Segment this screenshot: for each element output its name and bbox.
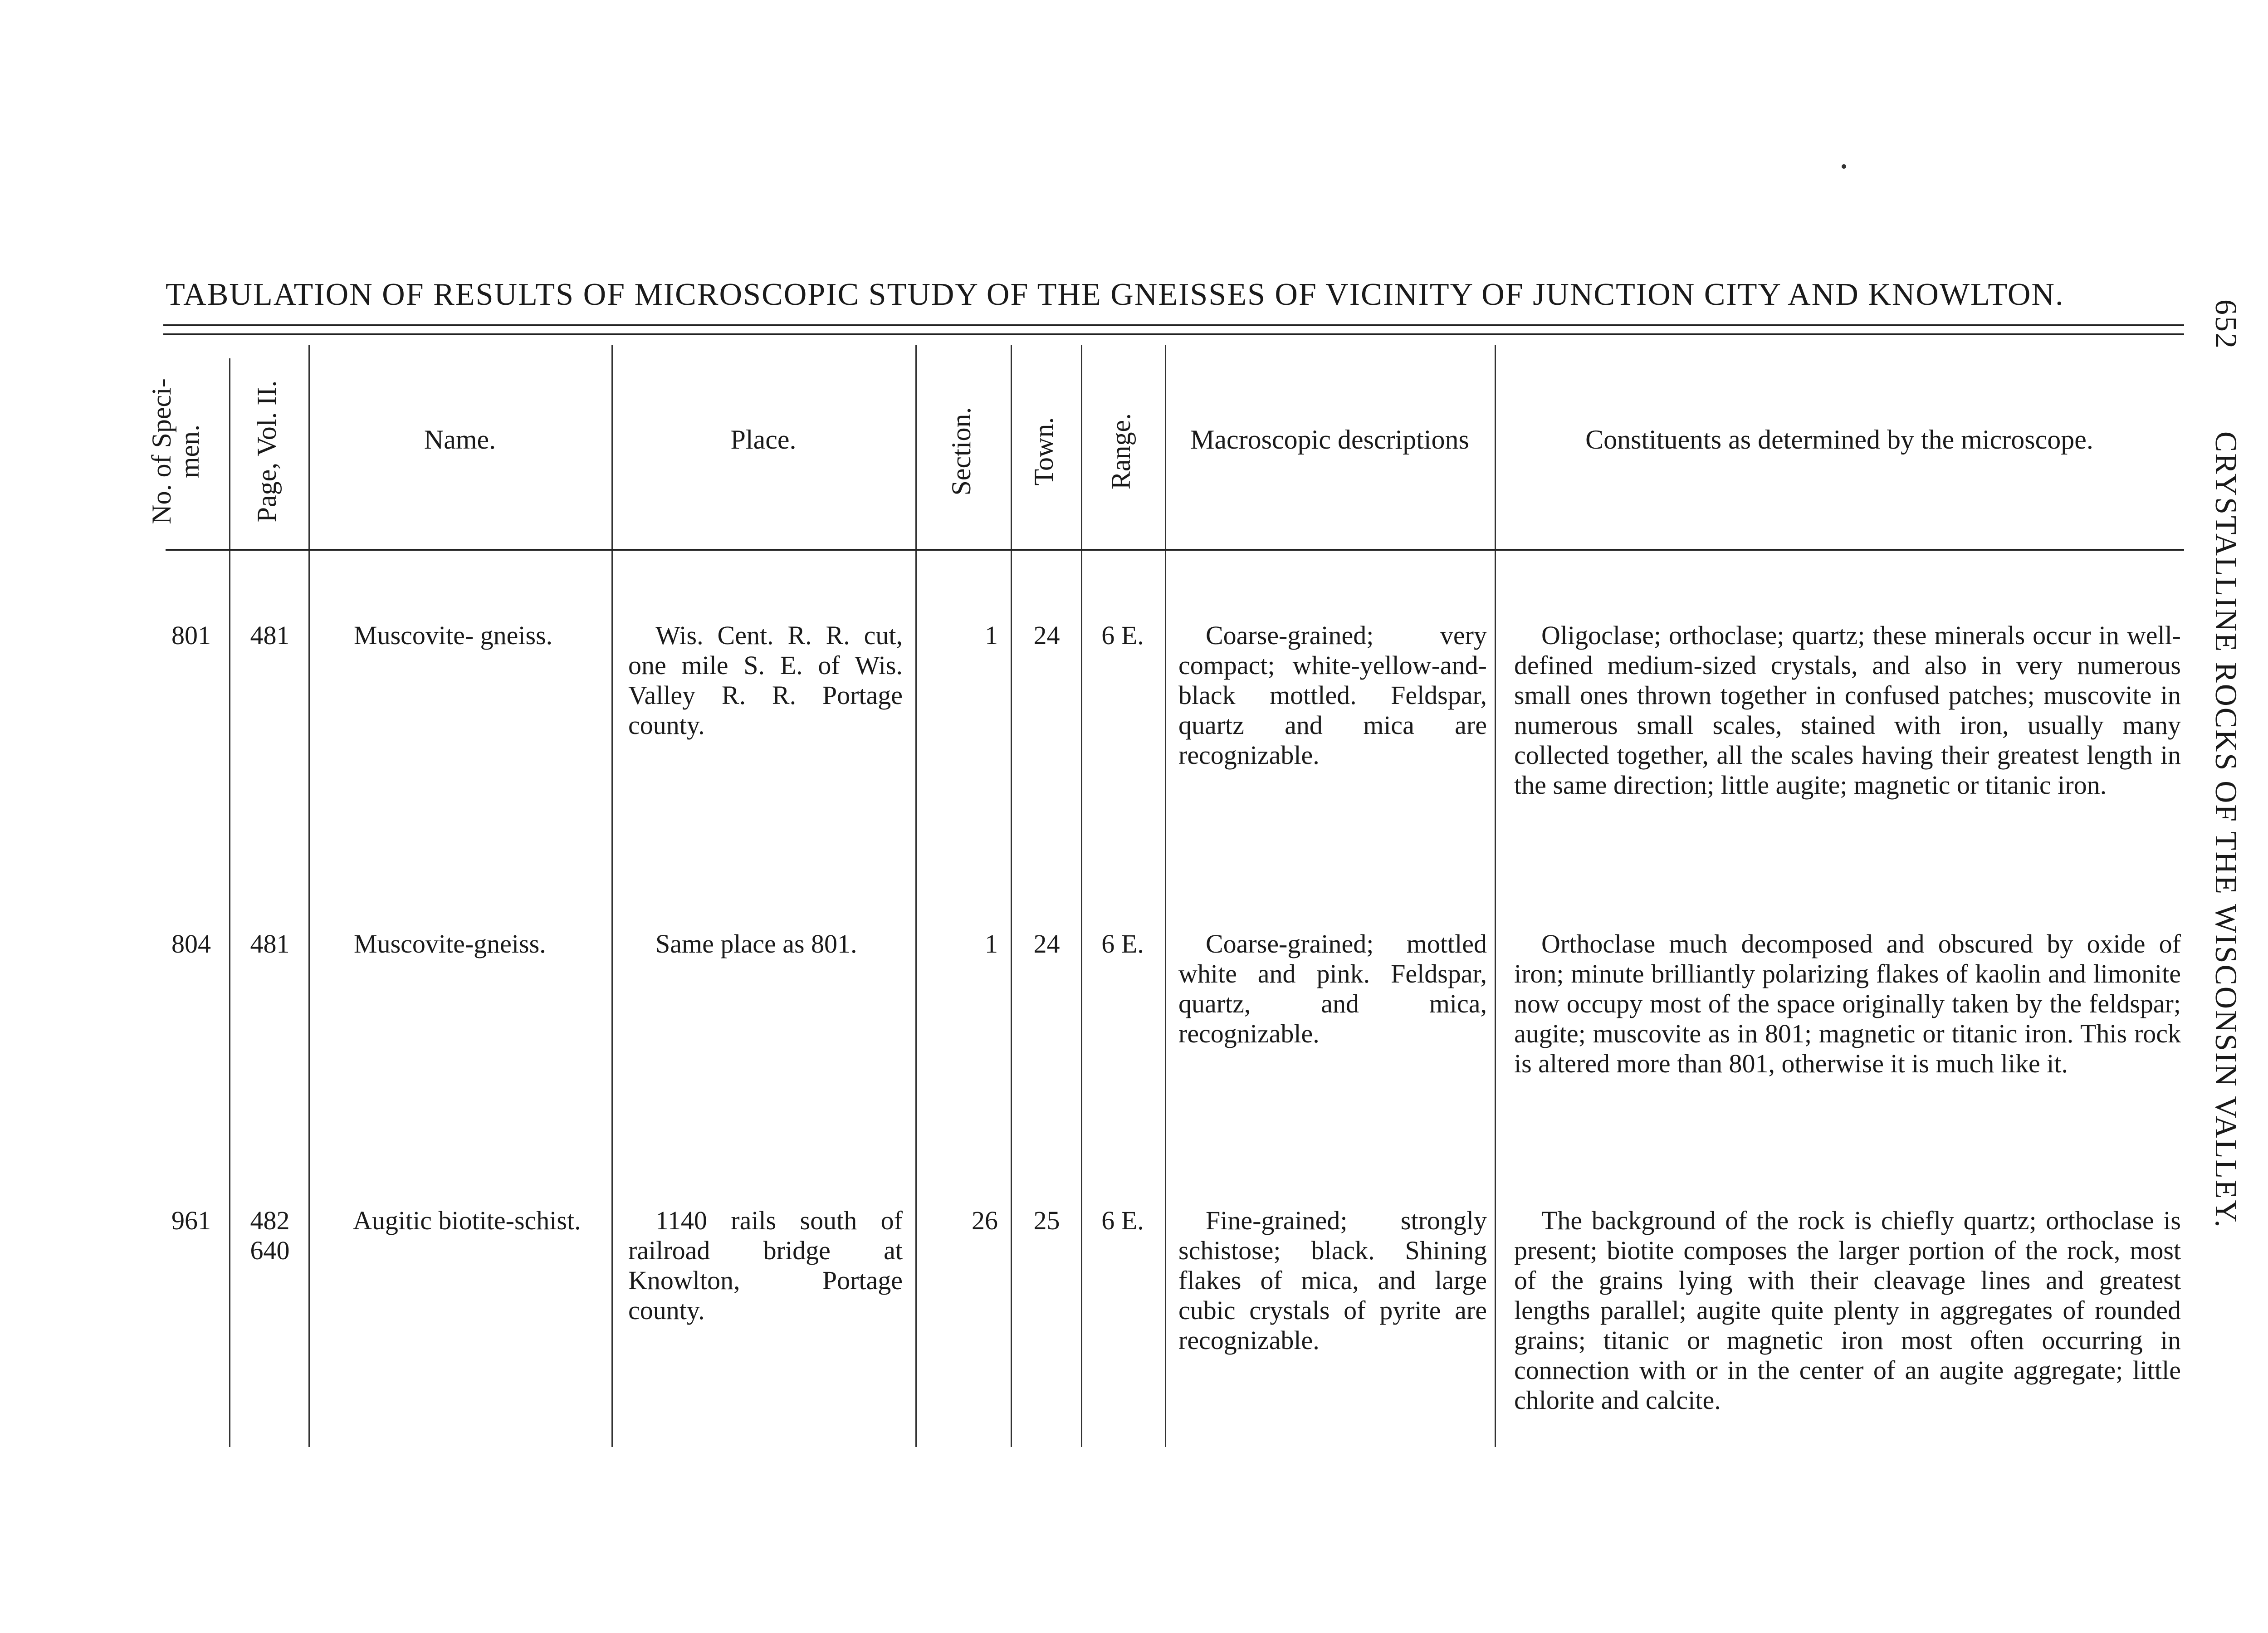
column-divider (229, 358, 230, 1447)
table-cell-macroscopic: Fine-grained; strongly schistose; black. Shining flakes of mica, and large cubic crystals of pyrite are recognizable. (1178, 1206, 1487, 1355)
table-cell-specimen: 961 (171, 1206, 211, 1235)
column-divider (915, 345, 917, 1447)
page-number: 652 (2209, 299, 2244, 350)
header-rule (166, 549, 2184, 551)
table-cell-place: Wis. Cent. R. R. cut, one mile S. E. of Wis. Valley R. R. Portage county. (628, 621, 903, 740)
table-cell-range: 6 E. (1101, 621, 1144, 650)
table-cell-page: 481 (250, 929, 290, 958)
column-divider (1495, 345, 1496, 1447)
table-cell-name: Muscovite- gneiss. (354, 621, 553, 650)
table-cell-town: 24 (1033, 929, 1060, 958)
table-cell-specimen: 804 (171, 929, 211, 958)
table-cell-place: Same place as 801. (655, 929, 857, 958)
table-cell-microscopic: Orthoclase much decomposed and obscured by oxide of iron; minute brilliantly polarizing flakes of kaolin and limonite now occupy most of the space originally taken by the feldspar; augite; muscovite as in 801; magnetic or titanic iron. This rock is altered more than 801, otherwise it is much like it. (1514, 929, 2181, 1078)
table-cell-section: 26 (972, 1206, 998, 1235)
page-ref-1: 482 (250, 1206, 290, 1235)
header-section: Section. (946, 407, 976, 496)
page-title: TABULATION OF RESULTS OF MICROSCOPIC STUDY OF THE GNEISSES OF VICINITY OF JUNCTION CITY AND KNOWLTON. (166, 277, 2064, 312)
title-rule-top (163, 324, 2184, 326)
table-cell-town: 24 (1033, 621, 1060, 650)
column-divider (308, 345, 310, 1447)
header-page-vol: Page, Vol. II. (252, 380, 282, 523)
header-place: Place. (730, 425, 797, 455)
table-cell-section: 1 (985, 929, 998, 958)
scan-speck (1842, 164, 1846, 169)
table-cell-page: 481 (250, 621, 290, 650)
table-cell-town: 25 (1033, 1206, 1060, 1235)
column-divider (611, 345, 613, 1447)
header-specimen-no: No. of Speci- men. (147, 378, 205, 524)
header-town: Town. (1029, 417, 1059, 486)
header-macroscopic: Macroscopic descriptions (1190, 425, 1469, 455)
header-microscopic: Constituents as determined by the microscope. (1585, 425, 2093, 455)
header-range: Range. (1106, 413, 1136, 490)
column-divider (1165, 345, 1166, 1447)
page-ref-2: 640 (250, 1236, 290, 1265)
running-head (2204, 299, 2249, 1388)
table-cell-name: Muscovite-gneiss. (354, 929, 546, 958)
header-name: Name. (424, 425, 496, 455)
title-rule-bottom (163, 333, 2184, 335)
column-divider (1011, 345, 1012, 1447)
table-cell-macroscopic: Coarse-grained; very compact; white-yellow-and-black mottled. Feldspar, quartz and mica are recognizable. (1178, 621, 1487, 770)
table-cell-section: 1 (985, 621, 998, 650)
table-cell-specimen: 801 (171, 621, 211, 650)
table-cell-range: 6 E. (1101, 929, 1144, 958)
table-cell-page (236, 1206, 304, 1266)
table-cell-microscopic: Oligoclase; orthoclase; quartz; these minerals occur in well-defined medium-sized crystals, and also in very numerous small ones thrown together in confused patches; muscovite in numerous small scales, stained with iron, usually many collected together, all the scales having their greatest length in the same direction; little augite; magnetic or titanic iron. (1514, 621, 2181, 800)
table-cell-place: 1140 rails south of railroad bridge at Knowlton, Portage county. (628, 1206, 903, 1325)
column-divider (1081, 345, 1082, 1447)
table-cell-macroscopic: Coarse-grained; mottled white and pink. Feldspar, quartz, and mica, recognizable. (1178, 929, 1487, 1048)
table-cell-range: 6 E. (1101, 1206, 1144, 1235)
table-cell-microscopic: The background of the rock is chiefly quartz; orthoclase is present; biotite composes the larger portion of the rock, most of the grains lying with their cleavage lines and greatest lengths parallel; augite quite plenty in aggregates of rounded grains; titanic or magnetic iron most often occurring in connection with or in the center of an augite aggregate; little chlorite and calcite. (1514, 1206, 2181, 1415)
table-cell-name: Augitic biotite-schist. (353, 1206, 581, 1235)
running-head-text: CRYSTALLINE ROCKS OF THE WISCONSIN VALLEY. (2209, 431, 2244, 1229)
